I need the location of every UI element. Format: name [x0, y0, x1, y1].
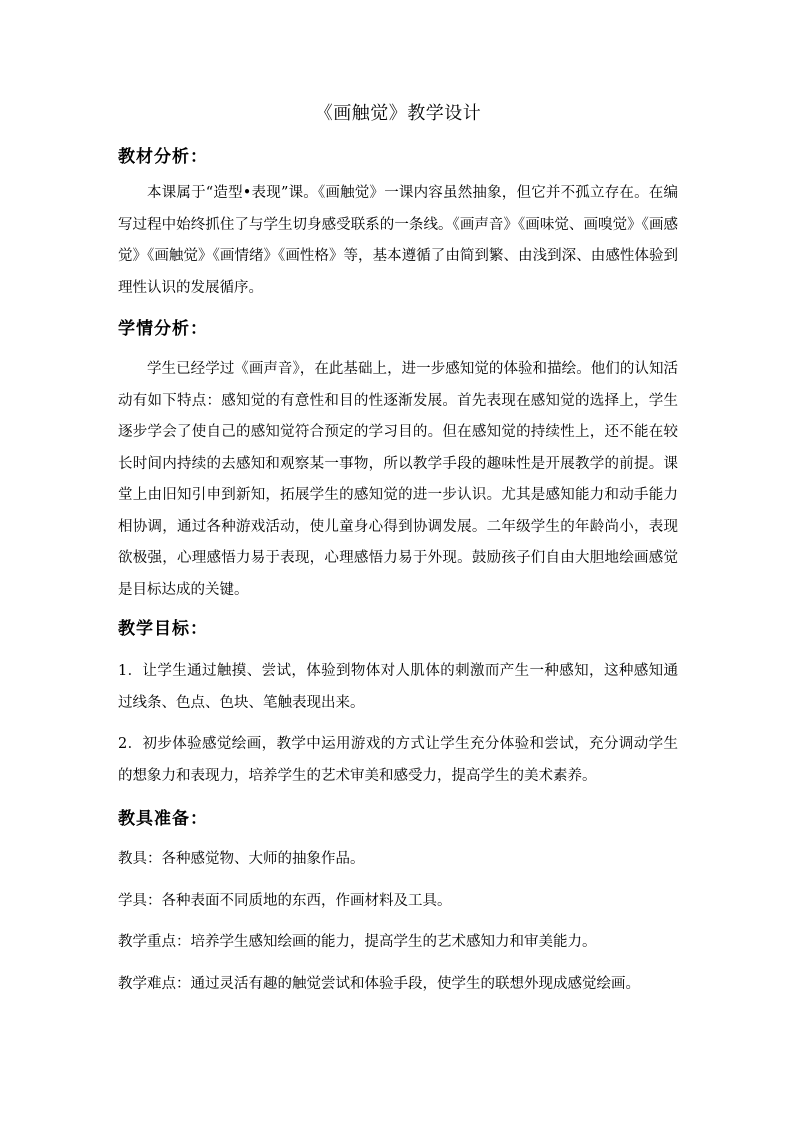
student-analysis-paragraph: 学生已经学过《画声音》，在此基础上，进一步感知觉的体验和描绘。他们的认知活动有如下特点：感知觉的有意性和目的性逐渐发展。首先表现在感知觉的选择上，学生逐步学会了使自己的感知觉符合预定的学习目的。但在感知觉的持续性上，还不能在较长时间内持续的去感知和观察某一事物，所以教学手段的趣味性是开展教学的前提。课堂上由旧知引申到新知，拓展学生的感知觉的进一步认识。尤其是感知能力和动手能力相协调，通过各种游戏活动，使儿童身心得到协调发展。二年级学生的年龄尚小，表现欲极强，心理感悟力易于表现，心理感悟力易于外现。鼓励孩子们自由大胆地绘画感觉是目标达成的关键。: [118, 361, 678, 598]
preparation-item-difficulty: 教学难点：通过灵活有趣的触觉尝试和体验手段，使学生的联想外现成感觉绘画。: [118, 975, 640, 992]
document-page: [118, 98, 678, 1000]
section-heading-student-analysis: 学情分析：: [118, 319, 208, 339]
section-heading-teaching-goals: 教学目标：: [118, 619, 208, 639]
preparation-item-teaching-aids: 教具：各种感觉物、大师的抽象作品。: [118, 851, 365, 867]
teaching-goal-item: 2．初步体验感觉绘画，教学中运用游戏的方式让学生充分体验和尝试，充分调动学生的想象力和表现力，培养学生的艺术审美和感受力，提高学生的美术素养。: [118, 736, 678, 784]
section-heading-textbook-analysis: 教材分析：: [118, 147, 208, 167]
document-title: 《画触觉》教学设计: [314, 103, 482, 124]
teaching-goal-item: 1．让学生通过触摸、尝试，体验到物体对人肌体的刺激而产生一种感知，这种感知通过线条、色点、色块、笔触表现出来。: [118, 663, 678, 711]
section-heading-preparation: 教具准备：: [118, 809, 208, 829]
preparation-item-key-point: 教学重点：培养学生感知绘画的能力，提高学生的艺术感知力和审美能力。: [118, 934, 597, 950]
textbook-analysis-paragraph: 本课属于“造型•表现”课。《画触觉》一课内容虽然抽象，但它并不孤立存在。在编写过程中始终抓住了与学生切身感受联系的一条线。《画声音》《画味觉、画嗅觉》《画感觉》《画触觉》《画情绪》《画性格》等，基本遵循了由简到繁、由浅到深、由感性体验到理性认识的发展循序。: [118, 185, 678, 296]
preparation-item-learning-aids: 学具：各种表面不同质地的东西，作画材料及工具。: [118, 892, 452, 909]
